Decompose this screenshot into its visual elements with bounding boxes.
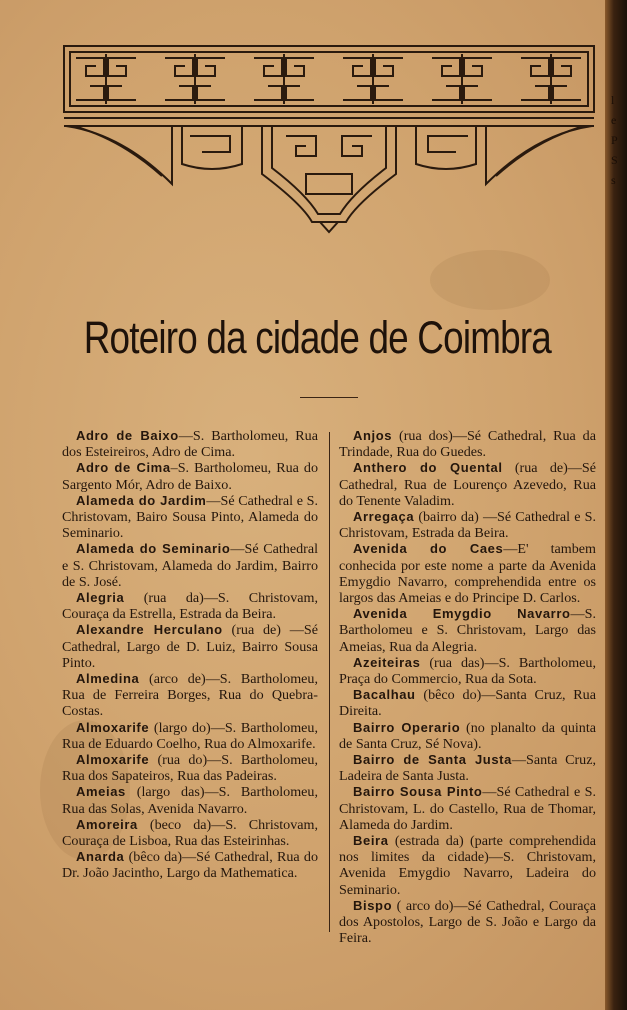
street-name: Beira bbox=[353, 833, 389, 849]
street-description: (bairro da) —Sé Cathedral e S. Christovam, Estrada da Beira. bbox=[339, 509, 596, 542]
street-entry bbox=[62, 622, 318, 671]
spine-letter: e bbox=[611, 113, 617, 127]
right-column bbox=[339, 428, 596, 947]
street-description: (rua de)—Sé Cathedral, Rua de Lourenço Azevedo, Rua do Tenente Valadim. bbox=[339, 460, 596, 509]
street-description: —Sé Cathedral e S. Christovam, Bairo Sousa Pinto, Alameda do Seminario. bbox=[62, 492, 318, 542]
street-name: Almedina bbox=[76, 671, 140, 687]
street-entry bbox=[339, 428, 596, 460]
street-name: Bairro Operario bbox=[353, 719, 461, 735]
street-entry bbox=[62, 817, 318, 849]
spine-letter: S bbox=[611, 153, 618, 167]
street-entry bbox=[62, 590, 318, 622]
street-name: Azeiteiras bbox=[353, 654, 421, 670]
street-description: —E' tambem conhecida por este nome a parte da Avenida Emygdio Navarro, comprehendida entre os largos das Ameias e do Principe D. Carlos. bbox=[339, 541, 596, 607]
column-divider bbox=[329, 432, 330, 932]
street-description: (estrada da) (parte comprehendida nos limites da cidade)—S. Christovam, Avenida Emygdio Navarro, Ladeira do Seminario. bbox=[339, 833, 596, 898]
street-description: (rua de) —Sé Cathedral, Largo de D. Luiz, Bairro Sousa Pinto. bbox=[62, 622, 318, 671]
page-title: Roteiro da cidade de Coimbra bbox=[83, 312, 552, 363]
street-description: —S. Bartholomeu e S. Christovam, Largo das Ameias, Rua da Alegria. bbox=[339, 606, 596, 655]
street-description: (beco da)—S. Christovam, Couraça de Lisboa, Rua das Esteirinhas. bbox=[62, 816, 318, 850]
street-description: (largo do)—S. Bartholomeu, Rua de Eduardo Coelho, Rua do Almoxarife. bbox=[62, 719, 318, 752]
street-name: Anarda bbox=[76, 849, 125, 865]
street-description: (largo das)—S. Bartholomeu, Rua das Solas, Avenida Navarro. bbox=[62, 784, 318, 817]
street-entry bbox=[339, 898, 596, 947]
street-entry bbox=[339, 784, 596, 833]
street-name: Bispo bbox=[353, 897, 393, 913]
street-entry bbox=[339, 655, 596, 687]
street-entry bbox=[62, 671, 318, 720]
street-entry bbox=[62, 493, 318, 542]
street-description: (rua da)—S. Christovam, Couraça da Estrella, Estrada da Beira. bbox=[62, 590, 318, 623]
street-entry bbox=[62, 720, 318, 752]
street-name: Almoxarife bbox=[76, 719, 150, 735]
street-description: —Santa Cruz, Ladeira de Santa Justa. bbox=[339, 752, 596, 785]
street-description: —S. Bartholomeu, Rua dos Esteireiros, Adro de Cima. bbox=[62, 428, 318, 461]
street-name: Bacalhau bbox=[353, 687, 416, 703]
street-description: –S. Bartholomeu, Rua do Sargento Mór, Adro de Baixo. bbox=[62, 460, 318, 493]
decorative-header-ornament bbox=[62, 44, 596, 234]
street-name: Avenida do Caes bbox=[353, 541, 504, 557]
street-entry bbox=[62, 784, 318, 816]
street-name: Bairro de Santa Justa bbox=[353, 752, 512, 768]
street-description: —Sé Cathedral e S. Christovam, L. do Castello, Rua de Thomar, Alameda do Jardim. bbox=[339, 784, 596, 833]
street-description: (rua dos)—Sé Cathedral, Rua da Trindade, Rua do Guedes. bbox=[339, 428, 596, 461]
street-entry bbox=[339, 833, 596, 898]
street-description: (bêco do)—Santa Cruz, Rua Direita. bbox=[339, 687, 596, 720]
street-description: (arco de)—S. Bartholomeu, Rua de Ferreira Borges, Rua do Quebra-Costas. bbox=[62, 671, 318, 720]
street-name: Alexandre Herculano bbox=[76, 622, 223, 638]
street-entry bbox=[62, 849, 318, 881]
street-name: Almoxarife bbox=[76, 752, 150, 768]
street-entry bbox=[339, 720, 596, 752]
street-name: Avenida Emygdio Navarro bbox=[353, 606, 571, 622]
street-name: Alameda do Seminario bbox=[76, 541, 231, 557]
street-name: Adro de Cima bbox=[76, 460, 171, 476]
street-entry bbox=[339, 509, 596, 541]
street-name: Amoreira bbox=[76, 816, 138, 832]
street-name: Adro de Baixo bbox=[76, 428, 179, 443]
street-description: ( arco do)—Sé Cathedral, Couraça dos Apostolos, Largo de S. João e Largo da Feira. bbox=[339, 897, 596, 947]
adjacent-page-letters bbox=[611, 90, 625, 190]
street-entry bbox=[339, 541, 596, 606]
street-entry bbox=[62, 428, 318, 460]
street-entry bbox=[62, 460, 318, 492]
street-entry bbox=[339, 687, 596, 719]
street-entry bbox=[62, 752, 318, 784]
street-description: (no planalto da quinta de Santa Cruz, Sé Nova). bbox=[339, 719, 596, 752]
street-entry bbox=[339, 460, 596, 509]
book-spine-edge bbox=[605, 0, 627, 1010]
street-entry bbox=[62, 541, 318, 590]
street-description: —Sé Cathedral e S. Christovam, Alameda do Jardim, Bairro de S. José. bbox=[62, 541, 319, 590]
spine-letter: P bbox=[611, 133, 618, 147]
spine-letter: s bbox=[611, 173, 616, 187]
street-name: Alegria bbox=[76, 590, 125, 606]
street-description: (rua do)—S. Bartholomeu, Rua dos Sapateiros, Rua das Padeiras. bbox=[62, 752, 318, 785]
street-name: Anjos bbox=[353, 428, 393, 443]
street-entry bbox=[339, 606, 596, 655]
title-rule bbox=[300, 397, 358, 398]
street-description: (rua das)—S. Bartholomeu, Praça do Commercio, Rua da Sota. bbox=[339, 654, 596, 688]
left-column bbox=[62, 428, 318, 882]
street-name: Anthero do Quental bbox=[353, 460, 503, 476]
street-name: Arregaça bbox=[353, 509, 415, 525]
street-description: (bêco da)—Sé Cathedral, Rua do Dr. João Jacintho, Largo da Mathematica. bbox=[62, 849, 318, 882]
paper-stain bbox=[430, 250, 550, 310]
street-name: Alameda do Jardim bbox=[76, 492, 207, 508]
street-entry bbox=[339, 752, 596, 784]
street-name: Ameias bbox=[76, 784, 126, 800]
spine-letter: l bbox=[611, 93, 615, 107]
street-name: Bairro Sousa Pinto bbox=[353, 784, 483, 800]
